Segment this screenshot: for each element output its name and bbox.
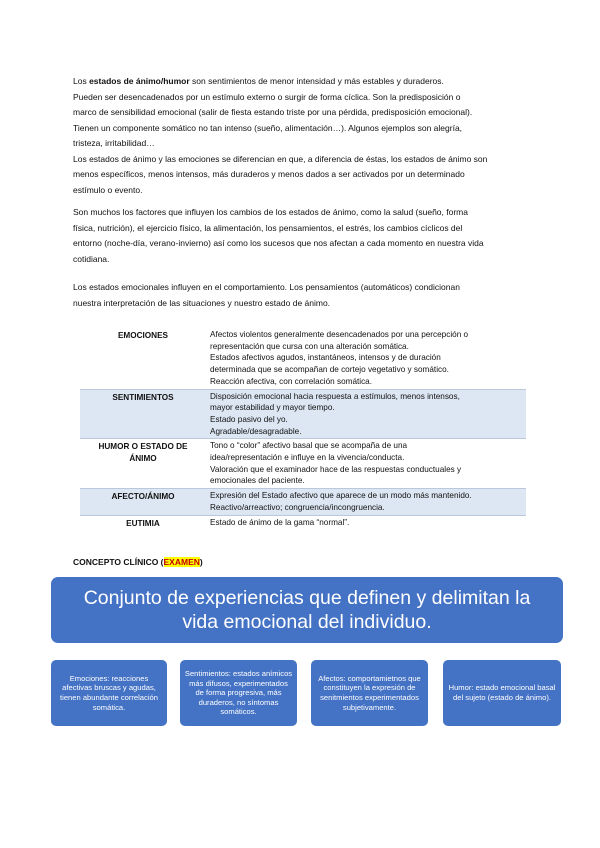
definition-line: representación que cursa con una alteración somática. xyxy=(210,341,409,351)
definition-line: determinada que se acompañan de cortejo vegetativo y somático. xyxy=(210,365,449,375)
paragraph-line: Los estados emocionales influyen en el comportamiento. Los pensamientos (automáticos) condicionan xyxy=(73,282,460,292)
concept-suffix: ) xyxy=(199,557,203,567)
box-text: comportamietnos que constituyen la expresión de senitmientos experimentados subjetivamente. xyxy=(320,673,421,712)
table-term: AFECTO/ÁNIMO xyxy=(80,489,206,515)
definition-line: Estado de ánimo de la gama “normal”. xyxy=(210,517,350,527)
box-text: estados anímicos más difusos, experimentados de forma progresiva, más duraderos, no síntomas somáticos. xyxy=(189,669,293,717)
definition-line: Expresión del Estado afectivo que aparece de un modo más mantenido. xyxy=(210,491,472,501)
table-row xyxy=(80,389,526,439)
paragraph-behavior xyxy=(73,280,563,311)
paragraph-line: entorno (noche-día, verano-invierno) así como los sucesos que nos afectan a cada momento en nuestra vida xyxy=(73,238,484,248)
table-row xyxy=(80,439,526,489)
box-label: Emociones: xyxy=(69,673,110,683)
bold-term: estados de ánimo/humor xyxy=(89,76,190,86)
definition-line: emocionales del paciente. xyxy=(210,476,305,486)
definition-line: mayor estabilidad y mayor tiempo. xyxy=(210,403,335,413)
definition-line: Agradable/desagradable. xyxy=(210,426,302,436)
paragraph-line: estímulo o evento. xyxy=(73,184,143,195)
concept-box-humor xyxy=(443,660,561,726)
definition-line: Tono o “color” afectivo basal que se acompaña de una xyxy=(210,441,408,451)
box-text: reacciones afectivas bruscas y agudas, tienen abundante correlación somática. xyxy=(60,673,158,712)
definition-line: Disposición emocional hacia respuesta a estímulos, menos intensos, xyxy=(210,391,460,401)
concept-box-sentimientos xyxy=(180,660,297,726)
table-term: EMOCIONES xyxy=(80,328,206,389)
paragraph-line: tristeza, irritabilidad… xyxy=(73,138,155,148)
table-term: EUTIMIA xyxy=(126,518,160,528)
definition-line: Reactivo/arreactivo; congruencia/incongruencia. xyxy=(210,502,385,512)
box-label: Sentimientos: xyxy=(184,669,231,679)
paragraph-line: Tienen un componente somático no tan intenso (sueño, alimentación…). Algunos ejemplos son alegría, xyxy=(73,122,463,133)
paragraph-line: nuestra interpretación de las situaciones y nuestro estado de ánimo. xyxy=(73,297,331,308)
paragraph-text: Los xyxy=(73,76,90,86)
table-definition xyxy=(206,389,526,439)
table-definition xyxy=(206,328,526,389)
paragraph-line: Son muchos los factores que influyen los cambios de los estados de ánimo, como la salud (sueño, forma xyxy=(73,207,468,217)
paragraph-line: Pueden ser desencadenados por un estímulo externo o surgir de forma cíclica. Son la predisposición o xyxy=(73,91,461,102)
table-definition xyxy=(206,515,526,530)
exam-highlight: EXAMEN xyxy=(163,557,200,567)
table-row xyxy=(80,515,526,530)
concept-box-afectos xyxy=(311,660,428,726)
paragraph-line: marco de sensibilidad emocional (salir de fiesta estando triste por una pérdida, predisposición emocional). xyxy=(73,107,473,117)
definition-line: Reacción afectiva, con correlación somática. xyxy=(210,376,373,386)
box-label: Afectos: xyxy=(318,673,346,683)
paragraph-mood-definition xyxy=(73,74,563,198)
paragraph-line: son sentimientos de menor intensidad y más estables y duraderos. xyxy=(189,76,444,86)
paragraph-line: física, nutrición), el ejercicio físico, la alimentación, los pensamientos, el estrés, los cambios cíclicos del xyxy=(73,222,463,233)
concept-main-box xyxy=(51,577,563,643)
definition-line: idea/representación e influye en la vivencia/conducta. xyxy=(210,453,405,463)
table-row xyxy=(80,328,526,389)
table-definition xyxy=(206,439,526,489)
concept-heading xyxy=(73,557,203,567)
paragraph-line: Los estados de ánimo y las emociones se diferencian en que, a diferencia de éstas, los estados de ánimo son xyxy=(73,153,488,164)
paragraph-factors xyxy=(73,205,563,267)
concept-main-text: Conjunto de experiencias que definen y delimitan la vida emocional del individuo. xyxy=(83,587,531,633)
table-definition xyxy=(206,489,526,515)
definition-line: Afectos violentos generalmente desencadenados por una percepción o xyxy=(210,330,469,339)
box-label: Humor: xyxy=(448,683,474,693)
table-term: HUMOR O ESTADO DE ÁNIMO xyxy=(80,439,206,489)
definition-line: Estados afectivos agudos, instantáneos, intensos y de duración xyxy=(210,353,441,363)
table-term: SENTIMIENTOS xyxy=(80,389,206,439)
definition-line: Valoración que el examinador hace de las respuestas conductuales y xyxy=(210,464,462,474)
box-text: estado emocional basal del sujeto (estado de ánimo). xyxy=(453,683,556,702)
paragraph-line: cotidiana. xyxy=(73,253,110,264)
concept-prefix: CONCEPTO CLÍNICO ( xyxy=(73,557,164,567)
definition-line: Estado pasivo del yo. xyxy=(210,414,288,424)
affect-definitions-table xyxy=(80,328,526,530)
concept-box-emociones xyxy=(51,660,167,726)
table-row xyxy=(80,489,526,515)
paragraph-line: menos específicos, menos intensos, más duraderos y menos dados a ser activados por un determinado xyxy=(73,169,465,179)
